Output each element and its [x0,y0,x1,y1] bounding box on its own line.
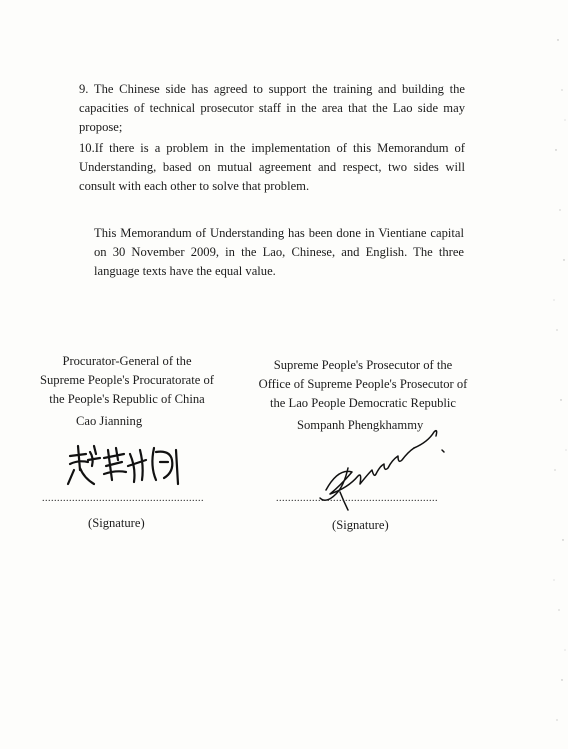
left-title-line-3: the People's Republic of China [49,392,205,406]
left-signature-line: ...................................................... [42,493,204,504]
left-signature-caption: (Signature) [88,516,145,530]
right-signatory-title [248,356,478,413]
right-signature-line: ...................................................... [276,493,438,504]
right-signature-image [318,428,468,518]
left-signature-image [64,440,194,490]
left-title-line-1: Procurator-General of the [62,354,192,368]
right-signature-caption: (Signature) [332,518,389,532]
right-title-line-1: Supreme People's Prosecutor of the [273,358,453,372]
left-signatory-title [38,352,216,409]
left-title-line-2: Supreme People's Procuratorate of [40,373,214,387]
right-signatory-name: Sompanh Phengkhammy [297,418,424,432]
left-signatory-name: Cao Jianning [76,414,143,428]
closing-statement: This Memorandum of Understanding has been done in Vientiane capital on 30 November 2009, in the Lao, Chinese, and English. The three language texts have the equal value. [94,226,464,278]
right-title-line-3: the Lao People Democratic Republic [269,396,457,410]
clause-9: 9. The Chinese side has agreed to support the training and building the capacities of technical prosecutor staff in the area that the Lao side may propose; [79,82,465,134]
right-title-line-2: Office of Supreme People's Prosecutor of [258,377,468,391]
clause-10: 10.If there is a problem in the implementation of this Memorandum of Understanding, based on mutual agreement and respect, two sides will consult with each other to solve that problem. [79,141,465,193]
scan-edge-noise [548,0,568,749]
